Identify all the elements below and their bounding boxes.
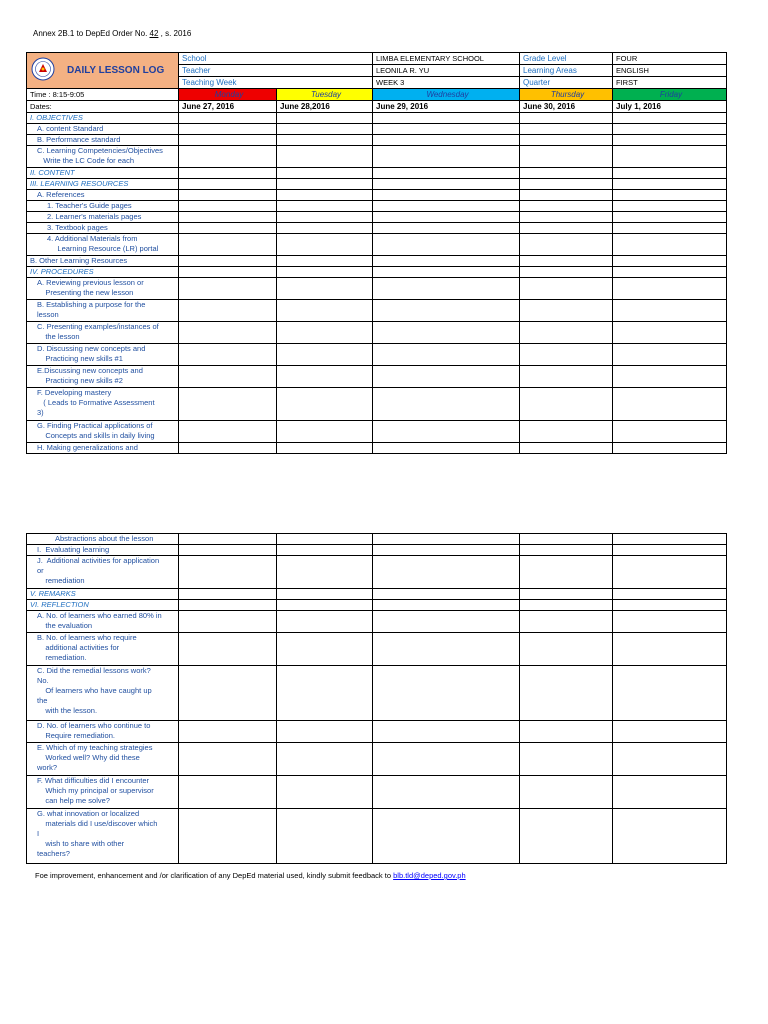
day-entry-cell[interactable]	[373, 113, 520, 124]
day-entry-cell[interactable]	[277, 168, 373, 179]
table-row	[27, 600, 727, 611]
row-label: E.Discussing new concepts and Practicing new skills #2	[27, 366, 179, 388]
day-entry-cell[interactable]	[277, 267, 373, 278]
day-entry-cell[interactable]	[520, 366, 613, 388]
day-entry-cell[interactable]	[179, 388, 277, 421]
date-thursday: June 30, 2016	[520, 101, 613, 113]
day-entry-cell[interactable]	[373, 223, 520, 234]
day-entry-cell[interactable]	[179, 666, 277, 721]
day-header-thursday: Thursday	[520, 89, 613, 101]
header-label-quarter: Quarter	[520, 77, 613, 89]
day-entry-cell[interactable]	[277, 223, 373, 234]
table-row	[27, 179, 727, 190]
row-label: B. Establishing a purpose for the lesson	[27, 300, 179, 322]
day-entry-cell[interactable]	[179, 256, 277, 267]
day-entry-cell[interactable]	[613, 545, 727, 556]
day-entry-cell[interactable]	[277, 421, 373, 443]
header-label-teacher: Teacher	[179, 65, 373, 77]
row-label: 1. Teacher's Guide pages	[27, 201, 179, 212]
day-entry-cell[interactable]	[520, 201, 613, 212]
day-entry-cell[interactable]	[277, 776, 373, 809]
day-entry-cell[interactable]	[179, 443, 277, 454]
table-row	[27, 267, 727, 278]
day-entry-cell[interactable]	[277, 633, 373, 666]
day-entry-cell[interactable]	[277, 611, 373, 633]
day-entry-cell[interactable]	[277, 256, 373, 267]
feedback-email-link[interactable]: blb.tld@deped.gov.ph	[393, 871, 466, 880]
day-entry-cell[interactable]	[277, 113, 373, 124]
day-entry-cell[interactable]	[373, 322, 520, 344]
day-entry-cell[interactable]	[613, 300, 727, 322]
day-entry-cell[interactable]	[520, 223, 613, 234]
table-row	[27, 168, 727, 179]
day-entry-cell[interactable]	[179, 556, 277, 589]
day-entry-cell[interactable]	[373, 366, 520, 388]
day-entry-cell[interactable]	[520, 256, 613, 267]
day-entry-cell[interactable]	[373, 545, 520, 556]
header-value-quarter: FIRST	[613, 77, 727, 89]
table-row	[27, 421, 727, 443]
day-entry-cell[interactable]	[373, 234, 520, 256]
row-label: A. content Standard	[27, 124, 179, 135]
table-row	[27, 388, 727, 421]
day-entry-cell[interactable]	[520, 322, 613, 344]
row-label: G. what innovation or localized materials did I use/discover which I wish to share with other teachers?	[27, 809, 179, 864]
day-entry-cell[interactable]	[277, 190, 373, 201]
day-entry-cell[interactable]	[277, 124, 373, 135]
row-label: D. Discussing new concepts and Practicing new skills #1	[27, 344, 179, 366]
table-row	[27, 190, 727, 201]
day-entry-cell[interactable]	[277, 589, 373, 600]
day-entry-cell[interactable]	[613, 600, 727, 611]
day-entry-cell[interactable]	[277, 388, 373, 421]
row-label: 3. Textbook pages	[27, 223, 179, 234]
day-entry-cell[interactable]	[277, 212, 373, 223]
header-value-grade: FOUR	[613, 53, 727, 65]
table-row	[27, 256, 727, 267]
day-entry-cell[interactable]	[613, 201, 727, 212]
header-value-learning-areas: ENGLISH	[613, 65, 727, 77]
day-entry-cell[interactable]	[277, 146, 373, 168]
day-entry-cell[interactable]	[277, 179, 373, 190]
table-row	[27, 366, 727, 388]
row-label: B. Performance standard	[27, 135, 179, 146]
day-entry-cell[interactable]	[179, 135, 277, 146]
day-entry-cell[interactable]	[179, 322, 277, 344]
day-entry-cell[interactable]	[179, 366, 277, 388]
header-value-week: WEEK 3	[373, 77, 520, 89]
day-entry-cell[interactable]	[373, 589, 520, 600]
row-label: 4. Additional Materials from Learning Resource (LR) portal	[27, 234, 179, 256]
day-entry-cell[interactable]	[373, 600, 520, 611]
day-entry-cell[interactable]	[613, 666, 727, 721]
day-entry-cell[interactable]	[613, 421, 727, 443]
day-entry-cell[interactable]	[613, 388, 727, 421]
day-entry-cell[interactable]	[613, 589, 727, 600]
table-row	[27, 201, 727, 212]
day-entry-cell[interactable]	[277, 721, 373, 743]
feedback-note: Foe improvement, enhancement and /or clarification of any DepEd material used, kindly submit feedback to blb.tld@deped.gov.ph	[35, 871, 466, 880]
row-label: I. Evaluating learning	[27, 545, 179, 556]
day-entry-cell[interactable]	[373, 124, 520, 135]
day-entry-cell[interactable]	[373, 267, 520, 278]
header-label-grade: Grade Level	[520, 53, 613, 65]
day-header-tuesday: Tuesday	[277, 89, 373, 101]
day-entry-cell[interactable]	[277, 443, 373, 454]
day-entry-cell[interactable]	[613, 534, 727, 545]
day-entry-cell[interactable]	[373, 721, 520, 743]
row-label: I. OBJECTIVES	[27, 113, 179, 124]
table-row	[27, 611, 727, 633]
day-entry-cell[interactable]	[520, 300, 613, 322]
table-row	[27, 135, 727, 146]
row-label: A. No. of learners who earned 80% in the evaluation	[27, 611, 179, 633]
day-entry-cell[interactable]	[520, 212, 613, 223]
day-entry-cell[interactable]	[373, 388, 520, 421]
row-label: J. Additional activities for application or remediation	[27, 556, 179, 589]
day-entry-cell[interactable]	[520, 421, 613, 443]
day-entry-cell[interactable]	[277, 234, 373, 256]
day-entry-cell[interactable]	[179, 721, 277, 743]
date-wednesday: June 29, 2016	[373, 101, 520, 113]
day-entry-cell[interactable]	[613, 212, 727, 223]
day-entry-cell[interactable]	[373, 443, 520, 454]
row-label: III. LEARNING RESOURCES	[27, 179, 179, 190]
day-entry-cell[interactable]	[613, 278, 727, 300]
lesson-log-title-cell	[27, 53, 179, 89]
day-entry-cell[interactable]	[613, 322, 727, 344]
table-row	[27, 146, 727, 168]
row-label: A. References	[27, 190, 179, 201]
day-entry-cell[interactable]	[179, 146, 277, 168]
day-entry-cell[interactable]	[373, 556, 520, 589]
day-entry-cell[interactable]	[613, 179, 727, 190]
table-row	[27, 300, 727, 322]
day-entry-cell[interactable]	[520, 267, 613, 278]
day-entry-cell[interactable]	[613, 168, 727, 179]
date-tuesday: June 28,2016	[277, 101, 373, 113]
day-entry-cell[interactable]	[613, 256, 727, 267]
day-entry-cell[interactable]	[179, 776, 277, 809]
day-entry-cell[interactable]	[277, 545, 373, 556]
day-entry-cell[interactable]	[613, 344, 727, 366]
table-row	[27, 322, 727, 344]
day-entry-cell[interactable]	[613, 223, 727, 234]
day-entry-cell[interactable]	[277, 600, 373, 611]
day-entry-cell[interactable]	[613, 135, 727, 146]
day-entry-cell[interactable]	[277, 300, 373, 322]
day-entry-cell[interactable]	[277, 556, 373, 589]
table-row	[27, 743, 727, 776]
row-label: F. Developing mastery ( Leads to Formative Assessment 3)	[27, 388, 179, 421]
table-row	[27, 589, 727, 600]
day-entry-cell[interactable]	[613, 113, 727, 124]
day-entry-cell[interactable]	[520, 179, 613, 190]
day-entry-cell[interactable]	[277, 534, 373, 545]
day-entry-cell[interactable]	[613, 366, 727, 388]
table-row	[27, 666, 727, 721]
day-entry-cell[interactable]	[520, 534, 613, 545]
day-entry-cell[interactable]	[179, 611, 277, 633]
table-row	[27, 534, 727, 545]
day-entry-cell[interactable]	[520, 721, 613, 743]
day-entry-cell[interactable]	[520, 278, 613, 300]
day-entry-cell[interactable]	[373, 168, 520, 179]
day-entry-cell[interactable]	[520, 190, 613, 201]
day-entry-cell[interactable]	[277, 135, 373, 146]
day-header-monday: Monday	[179, 89, 277, 101]
header-value-school: LIMBA ELEMENTARY SCHOOL	[373, 53, 520, 65]
day-entry-cell[interactable]	[373, 300, 520, 322]
table-row	[27, 113, 727, 124]
day-header-friday: Friday	[613, 89, 727, 101]
row-label: VI. REFLECTION	[27, 600, 179, 611]
day-entry-cell[interactable]	[613, 743, 727, 776]
day-entry-cell[interactable]	[520, 168, 613, 179]
header-label-week: Teaching Week	[179, 77, 373, 89]
row-label: C. Learning Competencies/Objectives Write the LC Code for each	[27, 146, 179, 168]
day-entry-cell[interactable]	[373, 611, 520, 633]
day-entry-cell[interactable]	[179, 278, 277, 300]
row-label: B. Other Learning Resources	[27, 256, 179, 267]
day-entry-cell[interactable]	[373, 421, 520, 443]
row-label: 2. Learner's materials pages	[27, 212, 179, 223]
day-entry-cell[interactable]	[373, 743, 520, 776]
day-entry-cell[interactable]	[373, 344, 520, 366]
day-entry-cell[interactable]	[520, 666, 613, 721]
day-entry-cell[interactable]	[373, 190, 520, 201]
day-entry-cell[interactable]	[520, 809, 613, 864]
day-entry-cell[interactable]	[520, 113, 613, 124]
day-entry-cell[interactable]	[613, 146, 727, 168]
table-row	[27, 278, 727, 300]
day-entry-cell[interactable]	[373, 534, 520, 545]
annex-reference: Annex 2B.1 to DepEd Order No. 42 , s. 2016	[33, 29, 192, 38]
day-entry-cell[interactable]	[373, 278, 520, 300]
day-entry-cell[interactable]	[520, 146, 613, 168]
day-entry-cell[interactable]	[613, 721, 727, 743]
day-entry-cell[interactable]	[179, 633, 277, 666]
header-value-teacher: LEONILA R. YU	[373, 65, 520, 77]
day-entry-cell[interactable]	[277, 366, 373, 388]
row-label: V. REMARKS	[27, 589, 179, 600]
table-row	[27, 223, 727, 234]
day-entry-cell[interactable]	[277, 201, 373, 212]
day-entry-cell[interactable]	[520, 388, 613, 421]
row-label: G. Finding Practical applications of Concepts and skills in daily living	[27, 421, 179, 443]
table-row	[27, 633, 727, 666]
day-entry-cell[interactable]	[613, 776, 727, 809]
day-entry-cell[interactable]	[179, 344, 277, 366]
day-entry-cell[interactable]	[520, 589, 613, 600]
day-entry-cell[interactable]	[613, 443, 727, 454]
day-entry-cell[interactable]	[373, 201, 520, 212]
day-entry-cell[interactable]	[613, 611, 727, 633]
day-entry-cell[interactable]	[373, 633, 520, 666]
day-entry-cell[interactable]	[613, 809, 727, 864]
day-entry-cell[interactable]	[373, 809, 520, 864]
day-entry-cell[interactable]	[179, 267, 277, 278]
day-entry-cell[interactable]	[520, 234, 613, 256]
deped-seal-icon	[31, 57, 55, 81]
time-label: Time : 8:15-9:05	[27, 89, 179, 101]
table-row	[27, 234, 727, 256]
day-entry-cell[interactable]	[520, 633, 613, 666]
header-label-learning-areas: Learning Areas	[520, 65, 613, 77]
day-entry-cell[interactable]	[179, 300, 277, 322]
day-entry-cell[interactable]	[179, 589, 277, 600]
day-entry-cell[interactable]	[520, 611, 613, 633]
day-entry-cell[interactable]	[520, 135, 613, 146]
row-label: C. Did the remedial lessons work? No. Of learners who have caught up the with the lesson.	[27, 666, 179, 721]
dates-label: Dates:	[27, 101, 179, 113]
day-entry-cell[interactable]	[277, 809, 373, 864]
row-label: F. What difficulties did I encounter Which my principal or supervisor can help me solve?	[27, 776, 179, 809]
page-title: DAILY LESSON LOG	[67, 64, 165, 76]
header-label-school: School	[179, 53, 373, 65]
day-entry-cell[interactable]	[179, 545, 277, 556]
day-entry-cell[interactable]	[179, 809, 277, 864]
day-entry-cell[interactable]	[179, 600, 277, 611]
day-entry-cell[interactable]	[179, 190, 277, 201]
day-entry-cell[interactable]	[277, 666, 373, 721]
day-entry-cell[interactable]	[179, 234, 277, 256]
day-entry-cell[interactable]	[613, 633, 727, 666]
day-entry-cell[interactable]	[520, 344, 613, 366]
day-entry-cell[interactable]	[613, 234, 727, 256]
day-entry-cell[interactable]	[373, 212, 520, 223]
row-label: II. CONTENT	[27, 168, 179, 179]
day-entry-cell[interactable]	[373, 179, 520, 190]
day-entry-cell[interactable]	[520, 124, 613, 135]
day-entry-cell[interactable]	[520, 443, 613, 454]
table-row	[27, 212, 727, 223]
day-entry-cell[interactable]	[520, 743, 613, 776]
date-friday: July 1, 2016	[613, 101, 727, 113]
row-label: A. Reviewing previous lesson or Presenting the new lesson	[27, 278, 179, 300]
day-entry-cell[interactable]	[613, 124, 727, 135]
date-monday: June 27, 2016	[179, 101, 277, 113]
day-entry-cell[interactable]	[179, 168, 277, 179]
row-label: E. Which of my teaching strategies Worked well? Why did these work?	[27, 743, 179, 776]
row-label: C. Presenting examples/instances of the lesson	[27, 322, 179, 344]
table-row	[27, 809, 727, 864]
row-label: H. Making generalizations and	[27, 443, 179, 454]
day-entry-cell[interactable]	[520, 556, 613, 589]
day-entry-cell[interactable]	[179, 113, 277, 124]
day-entry-cell[interactable]	[373, 146, 520, 168]
day-entry-cell[interactable]	[179, 212, 277, 223]
row-label: IV. PROCEDURES	[27, 267, 179, 278]
day-entry-cell[interactable]	[179, 223, 277, 234]
day-entry-cell[interactable]	[520, 545, 613, 556]
day-entry-cell[interactable]	[277, 743, 373, 776]
day-entry-cell[interactable]	[179, 534, 277, 545]
table-row	[27, 124, 727, 135]
day-entry-cell[interactable]	[277, 344, 373, 366]
order-number: 42	[149, 29, 159, 38]
table-row	[27, 344, 727, 366]
row-label: Abstractions about the lesson	[27, 534, 179, 545]
lesson-log-table-page1	[26, 52, 727, 454]
table-row	[27, 776, 727, 809]
day-entry-cell[interactable]	[373, 776, 520, 809]
day-entry-cell[interactable]	[277, 278, 373, 300]
lesson-log-table-page2	[26, 533, 727, 864]
table-row	[27, 721, 727, 743]
day-entry-cell[interactable]	[373, 666, 520, 721]
day-entry-cell[interactable]	[179, 179, 277, 190]
day-entry-cell[interactable]	[613, 556, 727, 589]
day-entry-cell[interactable]	[179, 124, 277, 135]
day-entry-cell[interactable]	[373, 135, 520, 146]
day-entry-cell[interactable]	[179, 743, 277, 776]
day-entry-cell[interactable]	[520, 600, 613, 611]
day-entry-cell[interactable]	[520, 776, 613, 809]
row-label: D. No. of learners who continue to Require remediation.	[27, 721, 179, 743]
table-row	[27, 443, 727, 454]
day-header-wednesday: Wednesday	[373, 89, 520, 101]
day-entry-cell[interactable]	[179, 201, 277, 212]
day-entry-cell[interactable]	[179, 421, 277, 443]
day-entry-cell[interactable]	[277, 322, 373, 344]
day-entry-cell[interactable]	[613, 190, 727, 201]
day-entry-cell[interactable]	[613, 267, 727, 278]
table-row	[27, 556, 727, 589]
day-entry-cell[interactable]	[373, 256, 520, 267]
table-row	[27, 545, 727, 556]
row-label: B. No. of learners who require additional activities for remediation.	[27, 633, 179, 666]
